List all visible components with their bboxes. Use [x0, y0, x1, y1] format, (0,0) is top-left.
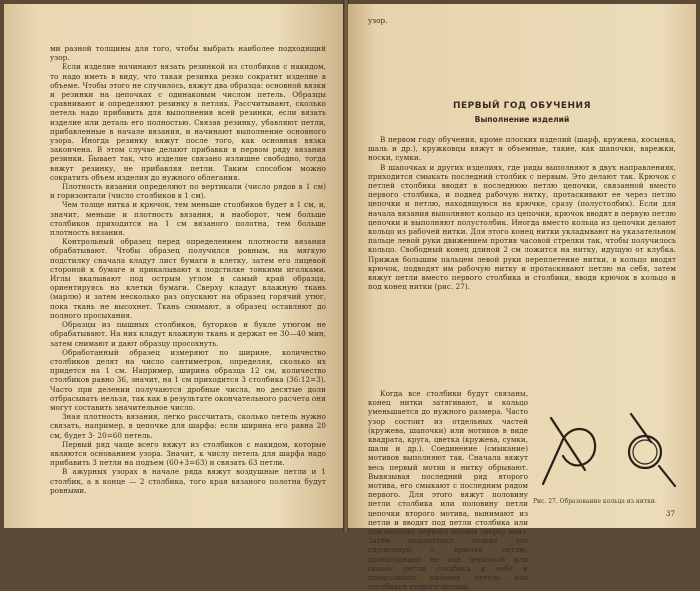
figure-caption: Рис. 27. Образование кольца из нитки.	[533, 498, 657, 505]
right-page	[348, 4, 696, 591]
right-thread	[659, 466, 675, 486]
paragraph: В шапочках и других изделиях, где ряды выполняют в двух направлениях, приходится смыкать последний столбик с первым. Это делают так. Крючок с петлей столбика вводят в последнюю петлю цепочки, связанной вместо первого столбика, и подвед рабочую нитку, протаскивают ее через петлю цепочки и петлю, находящуюся на крючке, сразу (полустолбик). Если для начала вязания выполняют кольцо из цепочки, крючок вводят в первую петлю цепочки и выполняют полустолбик. Иногда вместо кольца из цепочки делают кольцо из рабочей нитки. Для этого конец нитки укладывают на указательном пальце левой руки движением против часовой стрелки так, чтобы получилось кольцо. Свободный конец длиной 2 см ложится на нитку, идущую от клубка. Прижав большим пальцем левой руки переплетение нитки, в кольцо вводят крючок, подводят им рабочую нитку и протаскивают петлю на себя, затем вяжут петли вместо первого столбика и столбики, вводя крючок в кольцо и под конец нитки (рис. 27).	[368, 162, 676, 292]
left-page-text	[50, 44, 326, 495]
left-ring-thread	[543, 429, 595, 484]
paragraph: Когда все столбики будут связаны, конец нитки затягивают, и кольцо уменьшается до нужного размера. Часто узор состоит из отдельных частей (кружева, шапочки) или мотивов в виде квадрата, круга, цветка (кружева, сумки, шали и др.). Соединение (смыкание) мотивов выполняют так. Сначала вяжут весь первый мотив и нитку обрывают. Вывязывая последний ряд второго мотива, его смыкают с последним рядом первого. Для этого вяжут половину петли столбика или половину петли цепочки второго мотива, вынимают из петли и вводят под петли столбика или под цепочку первого мотива сверху вниз. Затем подцепляют только что спущенную с крючка петлю, протаскивают ее под цепочкой или сквозь петли столбика к себе и продолжают вязание петель или столбиков второго мотива.	[368, 389, 528, 591]
paragraph: Зная плотность вязания, легко рассчитать, сколько петель нужно связать, например, в цепочке для шарфа: если ширина его равна 20 см, будет 3· 20=60 петель.	[50, 412, 326, 440]
right-ring	[629, 436, 661, 468]
right-page-text	[368, 135, 676, 291]
paragraph: Контрольный образец перед определением плотности вязания обрабатывают. Чтобы образец получился ровным, на мягкую подстилку сначала кладут лист бумаги в клетку, затем его лицевой стороной к бумаге и прикалывают к подстилке тонкими иголками. Иглы вкалывают под острым углом в самый край образца, ориентируясь на клетки бумаги. Сверху кладут влажную ткань (марлю) и затем несколько раз опускают на образец горячий утюг, пока ткань не высохнет. Ткань снимают, а образец оставляют до полного просыхания.	[50, 237, 326, 320]
right-page-text-tail	[368, 389, 528, 591]
paragraph: В первом году обучения, кроме плоских изделий (шарф, кружева, косынка, шаль и др.), кружковцы вяжут и объемные, такие, как шапочки, варежки, носки, сумки.	[368, 135, 676, 163]
chapter-title: ПЕРВЫЙ ГОД ОБУЧЕНИЯ	[452, 101, 592, 111]
right-hook	[631, 414, 651, 442]
left-page	[4, 4, 344, 528]
top-line: узор.	[368, 16, 388, 25]
paragraph: В ажурных узорах в начале ряда вяжут воздушные петли и 1 столбик, а в конце — 2 столбика, того края вязаного полотна будут ровными.	[50, 467, 326, 495]
paragraph: Чем толще нитка и крючок, тем меньше столбиков будет в 1 см, и, значит, меньше и плотность вязания, и наоборот, чем больше столбиков приходится на 1 см вязаного полотна, тем больше плотность вязания.	[50, 200, 326, 238]
paragraph: ми разной толщины для того, чтобы выбрать наиболее подходящий узор.	[50, 44, 326, 63]
paragraph: Если изделие начинают вязать резинкой из столбиков с накидом, то надо иметь в виду, что такая резинка резко сократит изделие в объеме. Чтобы этого не случилось, вяжут два образца: основной вязки и резинки на цепочках с одинаковым числом петель. Образцы сравнивают и определяют резинку в петлях. Рассчитывают, сколько петель надо прибавить для выполнения всей резинки, если вязать изделие или деталь его полностью. Связав резинку, убавляют петли, прибавленные в начале вязания, и начинают выполнение основного узора. Иногда резинку вяжут после того, как основная вязка закончена. В этом случае делают прибавки в первом ряду вязания резинки. Бывает так, что изделие связано излишне свободно, тогда вяжут резинку, не прибавляя петли. Таким способом можно сократить объем изделия до нужного облегания.	[50, 62, 326, 182]
paragraph: Первый ряд чаще всего вяжут из столбиков с накидом, которые являются основанием узора. Значит, к числу петель для шарфа надо прибавить 3 петли на подъем (60+3=63) и связать 63 петли.	[50, 439, 326, 468]
paragraph: Образцы из пышных столбиков, бугорков и букле утюгом не обрабатывают. На них кладут влажную ткань и держат ее 30—40 мин, затем снимают и дают образцу просохнуть.	[50, 320, 326, 348]
chapter-subtitle: Выполнение изделий	[474, 115, 570, 124]
paragraph: Плотность вязания определяют по вертикали (число рядов в 1 см) и горизонтали (число столбиков в 1 см).	[50, 182, 326, 201]
page-number: 37	[666, 510, 675, 518]
crochet-ring-figure	[533, 404, 683, 494]
paragraph: Обработанный образец измеряют по ширине, количество столбиков делят на число сантиметров, определяя, сколько их придется на 1 см. Например, ширина образца 12 см, количество столбиков равно 36, значит, на 1 см приходится 3 столбика (36:12=3). Часто при делении получаются дробные числа, но десятые доли отбрасывать нельзя, так как в результате окончательного расчета они могут составить значительное число.	[50, 347, 326, 412]
